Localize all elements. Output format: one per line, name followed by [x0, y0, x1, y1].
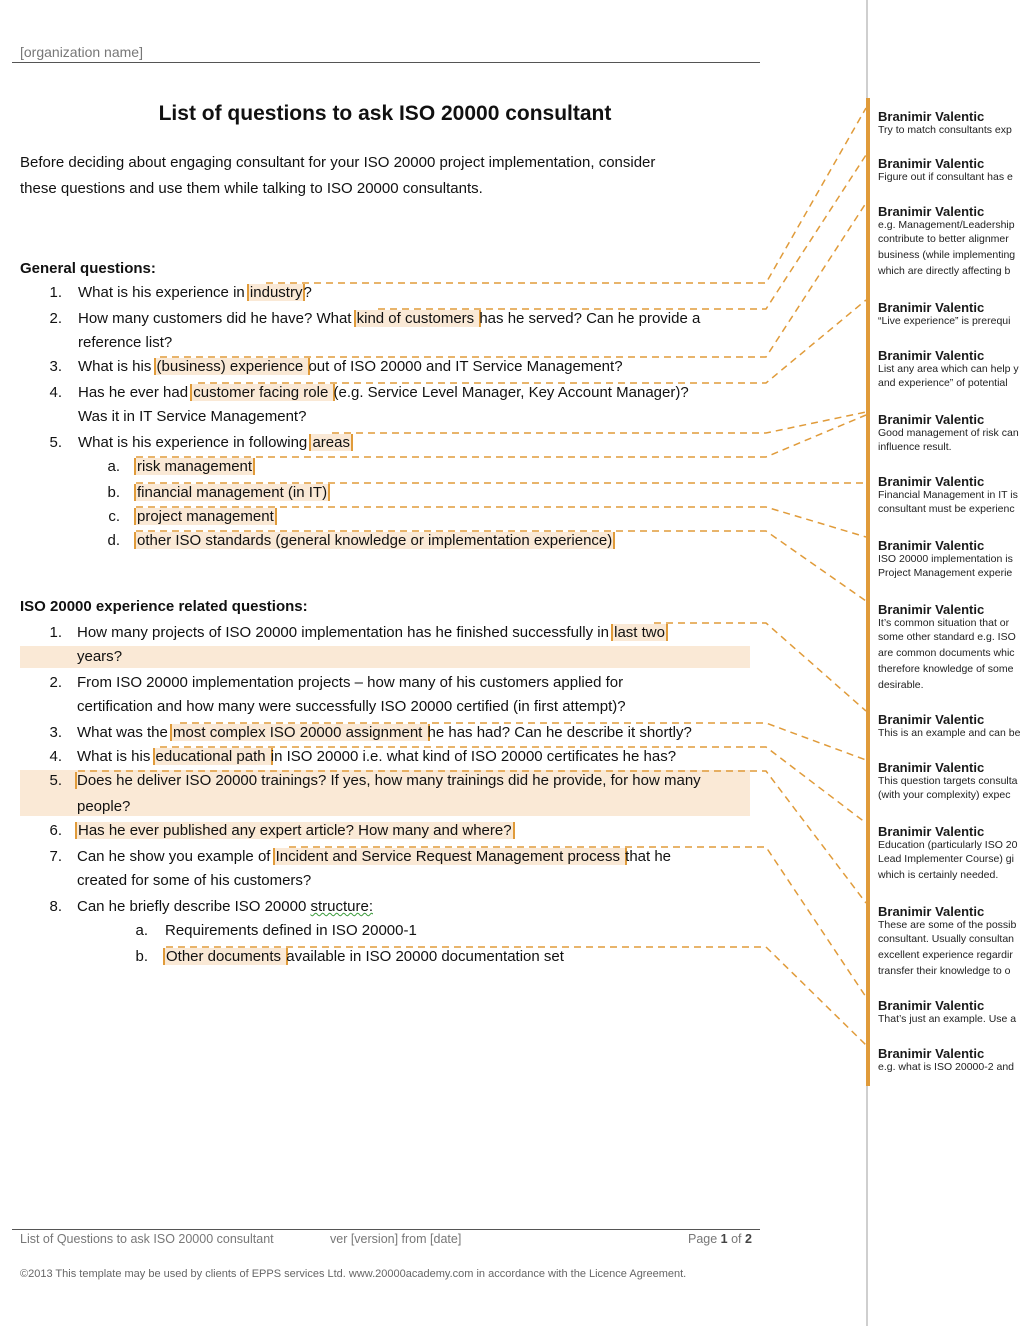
comment-text: That’s just an example. Use a — [878, 1013, 1017, 1025]
comment-text: which are directly affecting b — [878, 265, 1011, 277]
footer-doc-title[interactable]: List of Questions to ask ISO 20000 consultant — [20, 1232, 274, 1246]
comment-text: desirable. — [878, 679, 924, 691]
connector-10 — [654, 623, 866, 711]
list-number: 1. — [49, 284, 62, 301]
connector-5 — [332, 412, 866, 433]
list-letter: a. — [135, 922, 148, 939]
iso-questions-heading[interactable]: ISO 20000 experience related questions: — [20, 598, 308, 615]
comment-balloon[interactable] — [878, 825, 1030, 883]
organization-name[interactable]: [organization name] — [20, 44, 143, 60]
connector-1 — [266, 108, 866, 283]
text: that he — [625, 848, 672, 865]
comment-author: Branimir Valentic — [878, 1047, 985, 1061]
comment-text: therefore knowledge of some — [878, 663, 1014, 675]
general-questions-heading[interactable]: General questions: — [20, 260, 156, 277]
comment-balloon[interactable] — [878, 413, 1030, 455]
comment-balloon[interactable] — [878, 539, 1030, 581]
comment-highlight[interactable]: other ISO standards (general knowledge or implementation experience) — [137, 532, 613, 549]
list-number: 7. — [49, 848, 62, 865]
connector-6 — [136, 415, 866, 457]
text: What was the — [77, 724, 173, 741]
comment-highlight[interactable]: project management — [137, 508, 274, 525]
text: in ISO 20000 i.e. what kind of ISO 20000 certificates he has? — [270, 748, 677, 765]
list-number: 2. — [49, 674, 62, 691]
list-number: 4. — [49, 384, 62, 401]
comment-balloon[interactable] — [878, 905, 1030, 979]
comment-author: Branimir Valentic — [878, 603, 985, 617]
comment-text: contribute to better alignmer — [878, 233, 1009, 245]
comment-highlight[interactable]: Incident and Service Request Management process — [275, 848, 625, 865]
general-question-2-cont[interactable]: reference list? — [78, 334, 173, 351]
intro-line-2: these questions and use them while talking to ISO 20000 consultants. — [20, 180, 483, 197]
comment-text: List any area which can help y — [878, 363, 1019, 375]
comment-highlight-cont[interactable]: years — [77, 648, 114, 665]
list-letter: a. — [107, 458, 120, 475]
comment-text: This question targets consulta — [878, 775, 1018, 787]
iso-question-2[interactable]: From ISO 20000 implementation projects – how many of his customers applied for — [77, 674, 624, 691]
connector-15 — [166, 947, 866, 1045]
comment-highlight[interactable]: Does he deliver ISO 20000 trainings? If yes, how many trainings did he provide, for how many — [77, 772, 701, 789]
comment-highlight[interactable]: educational path — [155, 748, 270, 765]
comment-author: Branimir Valentic — [878, 539, 985, 553]
comment-text: ISO 20000 implementation is — [878, 553, 1013, 565]
comment-text: This is an example and can be — [878, 727, 1021, 739]
text: Has he ever had — [78, 384, 193, 401]
comment-text: which is certainly needed. — [878, 869, 999, 881]
connector-2 — [378, 155, 866, 309]
comment-text: It’s common situation that or — [878, 617, 1010, 629]
list-letter: d. — [107, 532, 120, 549]
comment-text: Try to match consultants exp — [878, 124, 1012, 136]
text: What is his — [77, 748, 155, 765]
list-letter: c. — [108, 508, 120, 525]
comment-text: e.g. Management/Leadership — [878, 219, 1015, 231]
comment-balloon[interactable] — [878, 603, 1030, 693]
list-letter: b. — [107, 484, 120, 501]
comment-balloon[interactable] — [878, 475, 1030, 517]
list-number: 3. — [49, 358, 62, 375]
comment-balloon[interactable] — [878, 301, 1030, 327]
comment-text: influence result. — [878, 441, 952, 453]
text: (e.g. Service Level Manager, Key Account Manager)? — [333, 384, 689, 401]
list-number: 5. — [49, 772, 62, 789]
comment-author: Branimir Valentic — [878, 905, 985, 919]
list-number: 5. — [49, 434, 62, 451]
text: ? — [113, 648, 123, 665]
comment-text: (with your complexity) expec — [878, 789, 1011, 801]
comment-text: and experience” of potential — [878, 377, 1008, 389]
comment-author: Branimir Valentic — [878, 761, 985, 775]
general-question-4-cont[interactable]: Was it in IT Service Management? — [78, 408, 307, 425]
comment-text: These are some of the possib — [878, 919, 1017, 931]
comment-text: e.g. what is ISO 20000-2 and — [878, 1061, 1015, 1073]
document-title[interactable]: List of questions to ask ISO 20000 consultant — [158, 102, 612, 125]
comment-balloon[interactable] — [878, 157, 1030, 183]
connector-8 — [136, 507, 866, 537]
text: What is his — [78, 358, 156, 375]
comment-highlight[interactable]: risk management — [137, 458, 253, 475]
comment-author: Branimir Valentic — [878, 205, 985, 219]
comment-margin-bar — [866, 98, 870, 1086]
comment-author: Branimir Valentic — [878, 301, 985, 315]
comment-balloon[interactable] — [878, 999, 1030, 1025]
comment-highlight[interactable]: customer facing role — [193, 384, 333, 401]
text: Can he show you example of — [77, 848, 275, 865]
comment-highlight[interactable]: most complex ISO 20000 assignment — [173, 724, 427, 741]
text: 2 — [745, 1232, 752, 1246]
text: Can he briefly describe ISO 20000 — [77, 898, 311, 915]
comment-balloon[interactable] — [878, 761, 1030, 803]
iso-question-2-cont[interactable]: certification and how many were successfully ISO 20000 certified (in first attempt)? — [77, 698, 626, 715]
comment-balloon[interactable] — [878, 349, 1030, 391]
comment-text: Figure out if consultant has e — [878, 171, 1013, 183]
connector-13 — [78, 771, 866, 903]
text: out of ISO 20000 and IT Service Management? — [308, 358, 623, 375]
connector-12 — [160, 747, 866, 823]
comment-text: Education (particularly ISO 20 — [878, 839, 1018, 851]
comment-author: Branimir Valentic — [878, 475, 985, 489]
comment-text: consultant must be experienc — [878, 503, 1015, 515]
comment-balloon[interactable] — [878, 713, 1030, 739]
text: How many customers did he have? What — [78, 310, 356, 327]
connector-11 — [180, 723, 866, 760]
text: of — [727, 1232, 745, 1246]
footer-version[interactable]: ver [version] from [date] — [330, 1232, 462, 1246]
list-number: 1. — [49, 624, 62, 641]
text: he has had? Can he describe it shortly? — [427, 724, 692, 741]
list-letter: b. — [135, 948, 148, 965]
comment-text: business (while implementing — [878, 249, 1016, 261]
list-number: 4. — [49, 748, 62, 765]
comment-balloon[interactable] — [878, 110, 1030, 136]
comment-text: “Live experience” is prerequi — [878, 315, 1011, 327]
text: Page — [688, 1232, 721, 1246]
text: How many projects of ISO 20000 implementation has he finished successfully in — [77, 624, 614, 641]
comment-author: Branimir Valentic — [878, 713, 985, 727]
comment-text: Lead Implementer Course) gi — [878, 853, 1014, 865]
text: 1 — [720, 1232, 728, 1246]
comment-author: Branimir Valentic — [878, 110, 985, 124]
comment-author: Branimir Valentic — [878, 157, 985, 171]
comment-text: transfer their knowledge to o — [878, 965, 1011, 977]
text: What is his experience in — [78, 284, 249, 301]
comment-author: Branimir Valentic — [878, 349, 985, 363]
list-number: 2. — [49, 310, 62, 327]
connector-14 — [289, 847, 866, 997]
iso-question-7-cont[interactable]: created for some of his customers? — [77, 872, 312, 889]
text: ? — [303, 284, 312, 301]
comment-highlight[interactable]: industry — [249, 284, 303, 301]
comment-highlight[interactable]: areas — [312, 434, 350, 451]
comment-highlight[interactable]: financial management (in IT) — [137, 484, 328, 501]
text: has he served? Can he provide a — [479, 310, 701, 327]
text: What is his experience in following — [78, 434, 312, 451]
comment-balloon[interactable] — [878, 205, 1030, 279]
comment-text: are common documents whic — [878, 647, 1015, 659]
list-number: 3. — [49, 724, 62, 741]
connector-4 — [198, 300, 866, 383]
comment-text: Good management of risk can — [878, 427, 1019, 439]
text: available in ISO 20000 documentation set — [286, 948, 564, 965]
comment-author: Branimir Valentic — [878, 825, 985, 839]
footer-copyright[interactable]: ©2013 This template may be used by clients of EPPS services Ltd. www.20000academy.com in accordance with the Licence Agreement. — [20, 1268, 687, 1280]
comment-highlight[interactable]: (business) experience — [156, 358, 308, 375]
iso-question-5-cont[interactable]: people? — [77, 798, 131, 815]
comment-text: consultant. Usually consultan — [878, 933, 1014, 945]
connector-9 — [136, 531, 866, 601]
spelling-marked-word[interactable]: structure: — [310, 898, 373, 915]
connector-3 — [160, 203, 866, 357]
comment-author: Branimir Valentic — [878, 413, 985, 427]
comment-highlight[interactable]: last two — [614, 624, 665, 641]
comment-highlight[interactable]: kind of customers — [356, 310, 479, 327]
comment-highlight[interactable]: Other documents — [166, 948, 286, 965]
comment-highlight[interactable]: Has he ever published any expert article? How many and where? — [78, 822, 512, 839]
intro-line-1: Before deciding about engaging consultant for your ISO 20000 project implementation, consider — [20, 154, 656, 171]
comment-text: some other standard e.g. ISO — [878, 631, 1016, 643]
iso-sub-a[interactable]: Requirements defined in ISO 20000-1 — [165, 922, 417, 939]
list-number: 8. — [49, 898, 62, 915]
list-number: 6. — [49, 822, 62, 839]
comment-text: Project Management experie — [878, 567, 1013, 579]
comment-text: excellent experience regardir — [878, 949, 1013, 961]
comment-balloon[interactable] — [878, 1047, 1030, 1073]
comment-text: Financial Management in IT is — [878, 489, 1018, 501]
comment-author: Branimir Valentic — [878, 999, 985, 1013]
